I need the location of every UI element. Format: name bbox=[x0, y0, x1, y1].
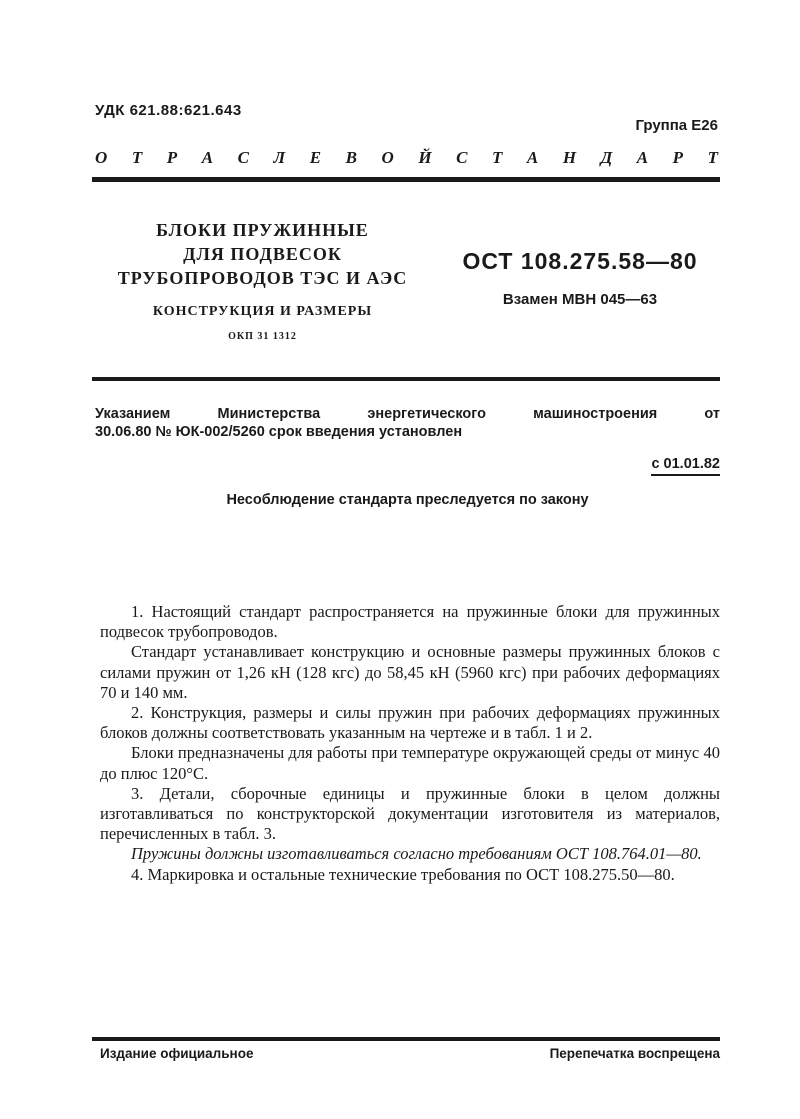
directive-word: энергетического bbox=[367, 406, 486, 422]
banner-letter: А bbox=[526, 148, 539, 167]
title-line-1: БЛОКИ ПРУЖИННЫЕ bbox=[156, 220, 369, 240]
edition-note: Издание официальное bbox=[100, 1046, 254, 1061]
banner-letter: О bbox=[381, 148, 394, 167]
okp-code: ОКП 31 1312 bbox=[228, 331, 297, 342]
banner-letter: В bbox=[345, 148, 357, 167]
banner-letter: С bbox=[237, 148, 249, 167]
directive-word: Министерства bbox=[217, 406, 321, 422]
reprint-note: Перепечатка воспрещена bbox=[549, 1046, 720, 1061]
directive-line-1 bbox=[95, 405, 720, 423]
directive-line-2: 30.06.80 № ЮК-002/5260 срок введения установлен bbox=[95, 424, 463, 440]
banner-letter: Н bbox=[562, 148, 577, 167]
paragraph: Блоки предназначены для работы при температуре окружающей среды от минус 40 до плюс 120°С. bbox=[100, 743, 720, 783]
directive-word: машиностроения bbox=[533, 406, 658, 422]
standard-banner bbox=[95, 148, 718, 168]
banner-letter: О bbox=[95, 148, 108, 167]
directive-word: Указанием bbox=[95, 406, 171, 422]
banner-letter: Т bbox=[707, 148, 718, 167]
banner-letter: Т bbox=[131, 148, 143, 167]
banner-letter: Й bbox=[418, 148, 432, 167]
paragraph: Пружины должны изготавливаться согласно требованиям ОСТ 108.764.01—80. bbox=[131, 844, 702, 864]
banner-letter: Т bbox=[491, 148, 503, 167]
title-line-3: ТРУБОПРОВОДОВ ТЭС И АЭС bbox=[117, 268, 408, 288]
body-text bbox=[100, 602, 720, 885]
paragraph: Стандарт устанавливает конструкцию и основные размеры пружинных блоков с силами пружин от 1,26 кН (128 кгс) до 58,45 кН (5960 кгс) при рабочих деформациях 70 и 140 мм. bbox=[100, 642, 720, 702]
banner-letter: Р bbox=[166, 148, 178, 167]
banner-letter: А bbox=[636, 148, 649, 167]
document-subtitle: КОНСТРУКЦИЯ И РАЗМЕРЫ bbox=[152, 304, 373, 319]
directive-word: от bbox=[704, 406, 720, 422]
title-line-2: ДЛЯ ПОДВЕСОК bbox=[183, 244, 342, 264]
document-title bbox=[110, 218, 415, 290]
ministry-directive bbox=[95, 405, 720, 441]
effective-date bbox=[651, 455, 720, 473]
paragraph: 1. Настоящий стандарт распространяется на пружинные блоки для пружинных подвесок трубопроводов. bbox=[100, 602, 720, 642]
replaces-note: Взамен МВН 045—63 bbox=[502, 291, 658, 308]
banner-letter: А bbox=[201, 148, 214, 167]
paragraph: 4. Маркировка и остальные технические требования по ОСТ 108.275.50—80. bbox=[131, 864, 675, 884]
group-code: Группа Е26 bbox=[635, 117, 718, 134]
standard-number: ОСТ 108.275.58—80 bbox=[462, 248, 698, 274]
bottom-divider bbox=[92, 1037, 720, 1041]
banner-letter: Р bbox=[672, 148, 684, 167]
effective-date-text: с 01.01.82 bbox=[651, 456, 720, 476]
banner-letter: Л bbox=[273, 148, 286, 167]
banner-letter: Д bbox=[600, 148, 613, 167]
paragraph: 2. Конструкция, размеры и силы пружин при рабочих деформациях пружинных блоков должны соответствовать указанным на чертеже и в табл. 1 и 2. bbox=[100, 703, 720, 743]
udk-code: УДК 621.88:621.643 bbox=[95, 102, 242, 119]
top-divider bbox=[92, 177, 720, 182]
middle-divider bbox=[92, 377, 720, 381]
paragraph: 3. Детали, сборочные единицы и пружинные блоки в целом должны изготавливаться по конструкторской документации изготовителя из материалов, перечисленных в табл. 3. bbox=[100, 783, 720, 844]
banner-letter: Е bbox=[309, 148, 322, 167]
banner-letter: С bbox=[456, 148, 468, 167]
legal-warning: Несоблюдение стандарта преследуется по закону bbox=[226, 492, 589, 508]
